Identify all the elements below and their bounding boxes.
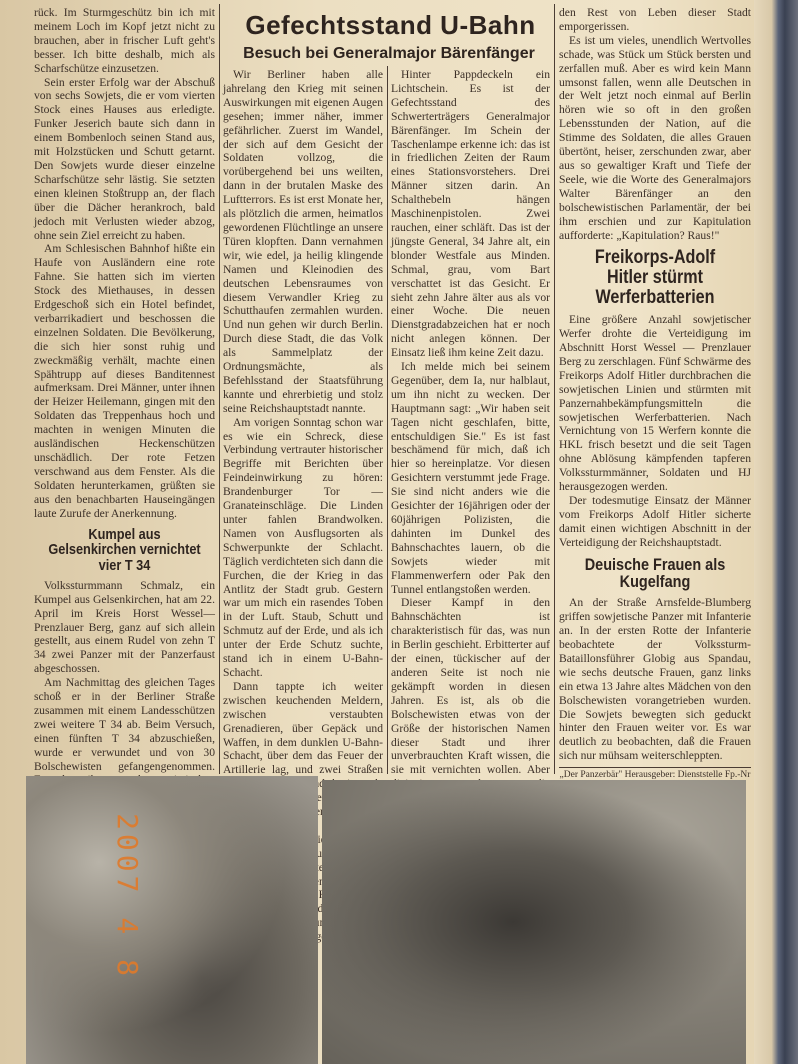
article-heading-frauen: Deuische Frauen als Kugelfang bbox=[584, 554, 726, 592]
publisher-footer: „Der Panzerbär" Herausgeber: Dienststelle Fp.-Nr bbox=[559, 767, 751, 792]
paragraph: Sein erster Erfolg war der Abschuß von sechs Sowjets, die er vom vierten Stock eines Hauses aus erledigte. Funker Jeserich baute sich dann in einem Bombenloch seinen Stand aus, mit Holzstücken und Schutt getarnt. Den Sowjets wurde dieser einzelne Scharfschütze sehr lästig. Sie setzten einen kleinen Stoßtrupp an, der flach über die Dächer herankroch, bald jedoch mit Verlusten wieder abzog, ohne sein Ziel erreicht zu haben. bbox=[34, 75, 215, 242]
photo-ruined-house-soldiers bbox=[26, 776, 318, 1064]
background-fabric bbox=[754, 0, 798, 1064]
column-3 bbox=[391, 68, 550, 776]
camera-date-stamp: 2007 4 8 bbox=[110, 813, 144, 980]
article-heading-freikorps: Freikorps-Adolf Hitler stürmt Werferbatterien bbox=[594, 247, 716, 309]
paragraph: Ich melde mich bei seinem Gegenüber, dem Ia, nur halblaut, um ihn nicht zu wecken. Der Hauptmann sagt: „Wir haben seit Tagen nicht geschlafen, bitte, entschuldigen Sie." Es ist fast beschämend für mich, daß ich hier so hereinplatze. Vor diesen Gesichtern verstummt jede Frage. Sie sind nicht anders wie die Gesichter der 16jährigen oder der 60jährigen Polizisten, die dahinten im Dunkel des Bahnschachtes lauern, ob die Sowjets wieder mit Flammenwerfern oder Pak den Tunnel entlangstoßen werden. bbox=[391, 360, 550, 596]
column-4 bbox=[559, 6, 751, 781]
paragraph: Dann tappte ich weiter zwischen keuchenden Meldern, zwischen verstaubten Grenadieren, über Gepäck und Waffen, in dem dunklen U-Bahn-Schacht, über dem das Feuer der Artillerie lag, und zwei Straßen zum bbox=[223, 679, 383, 930]
paragraph: rück. Im Sturmgeschütz bin ich mit meinem Loch im Kopf jetzt nicht zu brauchen, aber in frischer Luft geht's besser. Ich bitte deshalb, mich als Scharfschütze einzusetzen. bbox=[34, 6, 215, 75]
paragraph: An der Straße Arnsfelde-Blumberg griffen sowjetische Panzer mit Infanterie an. In der ersten Rotte der Infanterie beobachtete der Volkssturm-Bataillonsführer Globig aus Spandau, wie sechs deutsche Frauen, ganz links ein etwa 13 Jahre altes Mädchen von den Bolschewisten vorangetrieben wurden. Die Sowjets bewegten sich geduckt hinter den Frauen weiter vor. Es war deutlich zu beobachten, daß die Frauen sich nur mühsam weiterschleppten. bbox=[559, 596, 751, 763]
page-headline: Gefechtsstand U-Bahn bbox=[245, 10, 536, 40]
column-2 bbox=[223, 68, 383, 930]
paragraph: Dieser Kampf in den Bahnschächten ist charakteristisch für das, was nun in Berlin geschieht. Erbitterter auf der einen, tückischer auf der anderen Seite ist noch nie gekämpft worden in diesen Jahren. Es ist, als ob die Bolschewisten etwas von der Größe der historischen Namen dieser Stadt und ihrer unverbrauchten Kraft wissen, die sie mit vernichten wollen. Aber bbox=[391, 596, 550, 777]
photo-soldiers-in-rubble bbox=[322, 780, 746, 1064]
paragraph: Am Schlesischen Bahnhof hißte ein Haufe von Ausländern eine rote Fahne. Sie hatten sich im vierten Stock des Miethauses, in dessen Erdgeschoß sich ein Hotel befindet, verbarrikadiert und beschossen die einzelnen Soldaten. Die Bevölkerung, die sich hier sonst ruhig und zweckmäßig verhält, machte einen Spähtrupp auf dieses Banditennest aufmerksam. Drei Männer, unter ihnen der Heizer Heilemann, gingen mit den Soldaten das Treppenhaus hoch und machten in wenigen Minuten die ausländischen Heckenschützen unschädlich. Der rote Fetzen verschwand aus dem Fenster. Als die Soldaten herunterkamen, grüßten sie aus den benachbarten Hauseingängen laute Zurufe der Anerkennung. bbox=[34, 242, 215, 520]
paragraph: Am Nachmittag des gleichen Tages schoß er in der Berliner Straße zusammen mit einem Landesschützen zwei weitere T 34 ab. Beim Versuch, einen fünften T 34 abzuschießen, wurde er verwundet und von 30 Bolschewisten gefangengenommen. bbox=[34, 676, 215, 773]
paragraph: Am vorigen Sonntag schon war es wie ein Schreck, diese Verbindung vertrauter historischer Begriffe mit Berichten über Feindeinwirkung zu hören: Brandenburger Tor — Granateinschläge. Die Linden unter fahlen Brandwolken. Namen von Ausflugsorten als Schwerpunkte der Schlacht. Täglich verdichteten sich dann die Furchen, die der Krieg in das Antlitz der Stadt grub. Gestern war um mich ein rasendes Toben in der Luft. Staub, Schutt und Schmutz auf der Erde, und als ich unter der Erde Schutz suchte, stand ich in einem U-Bahn-Schacht. bbox=[223, 415, 383, 679]
paragraph: Eine größere Anzahl sowjetischer Werfer drohte die Verteidigung im Abschnitt Horst Wessel — Prenzlauer Berg zu zerschlagen. Fünf Schwärme des Freikorps Adolf Hitler durchbrachen die sowjetischen Linien und stürmten mit Panzernahbekämpfungsmitteln die sowjetischen Werferbatterien. Nach Vernichtung von 15 Werfern konnte die HKL frisch besetzt und die seit Tagen ohne Ablösung kämpfenden tapferen Volkssturmmänner, Soldaten und HJ herausgezogen werden. bbox=[559, 313, 751, 494]
column-1 bbox=[34, 6, 215, 776]
paragraph: Der todesmutige Einsatz der Männer vom Freikorps Adolf Hitler sicherte damit einen wichtigen Abschnitt in der Verteidigung der Reichshauptstadt. bbox=[559, 494, 751, 549]
paragraph: Wir Berliner haben alle jahrelang den Krieg mit seinen Auswirkungen mit eigenen Augen gesehen; immer näher, immer gefährlicher. Zuerst im Wandel, der sich auf dem Gesicht der Soldaten vollzog, die vorübergehend bei uns weilten, dann in der brutalen Maske des Luftterrors. Es ist erst Monate her, als plötzlich die armen, heimatlos gewordenen Flüchtlinge an unsere Türen klopften. Dann vernahmen wir, wie edel, ja heilig klingende Namen und Kleinodien des deutschen Lebensraumes von diesem Verwandler Krieg zu Schutthaufen zermahlen wurden. Und nun gehen wir durch Berlin. Durch diese Stadt, die das Volk als Sammelplatz der Ordnungsmächte, als Befehlsstand der Staatsführung kannte und ehrerbietig und stolz seine Reichshauptstadt nannte. bbox=[223, 68, 383, 415]
column-rule bbox=[219, 4, 220, 774]
column-rule bbox=[554, 4, 555, 774]
paragraph: Hinter Pappdeckeln ein Lichtschein. Es ist der Gefechtsstand des Schwerterträgers Generalmajor Bärenfänger. Im Schein der Taschenlampe erkenne ich: das ist in friedlichen Zeiten der Raum eines Stationsvorstehers. Drei Männer sitzen darin. An Schalthebeln hängen Maschinenpistolen. Zwei rauchen, einer schläft. Das ist der jüngste General, 34 Jahre alt, ein blonder Westfale aus Minden. Schmal, grau, vom Bart verschattet ist das Gesicht. Er sieht zehn Jahre älter aus als vor einer Woche. Die neuen Dienstgradabzeichen hat er noch nicht anlegen können. Der Einsatz ließ ihm keine Zeit dazu. bbox=[391, 68, 550, 360]
paragraph: Volkssturmmann Schmalz, ein Kumpel aus Gelsenkirchen, hat am 22. April im Kreis Horst Wessel—Prenzlauer Berg, ganz auf sich allein gestellt, aus einem Rudel von zehn T 34 zwei Panzer mit der Panzerfaust abgeschossen. bbox=[34, 578, 215, 676]
page-subheadline: Besuch bei Generalmajor Bärenfänger bbox=[243, 45, 535, 62]
paragraph: den Rest von Leben dieser Stadt emporgerissen. bbox=[559, 6, 751, 33]
article-heading-kumpel: Kumpel aus Gelsenkirchen vernichtet vier T 34 bbox=[48, 525, 201, 575]
paragraph: Es ist um vieles, unendlich Wertvolles schade, was Stück um Stück bersten und zerfallen muß. Aber es wird kein Mann umsonst fallen, wenn alle Deutschen in der Welt jetzt noch einmal auf Berlin hören wie so oft in den großen Lebensstunden der Nation, auf die Stimme des Soldaten, die alles Grauen übertönt, heiser, zerschunden zwar, aber aus so gewaltiger Kraft und Tiefe der Seele, wie die Worte des Generalmajors Walter Bärenfänger an den bolschewistischen Parlamentär, der bei ihm erschien und zur Kapitulation aufforderte: „Kapitulation? Raus!" bbox=[559, 33, 751, 242]
column-rule bbox=[387, 66, 388, 774]
